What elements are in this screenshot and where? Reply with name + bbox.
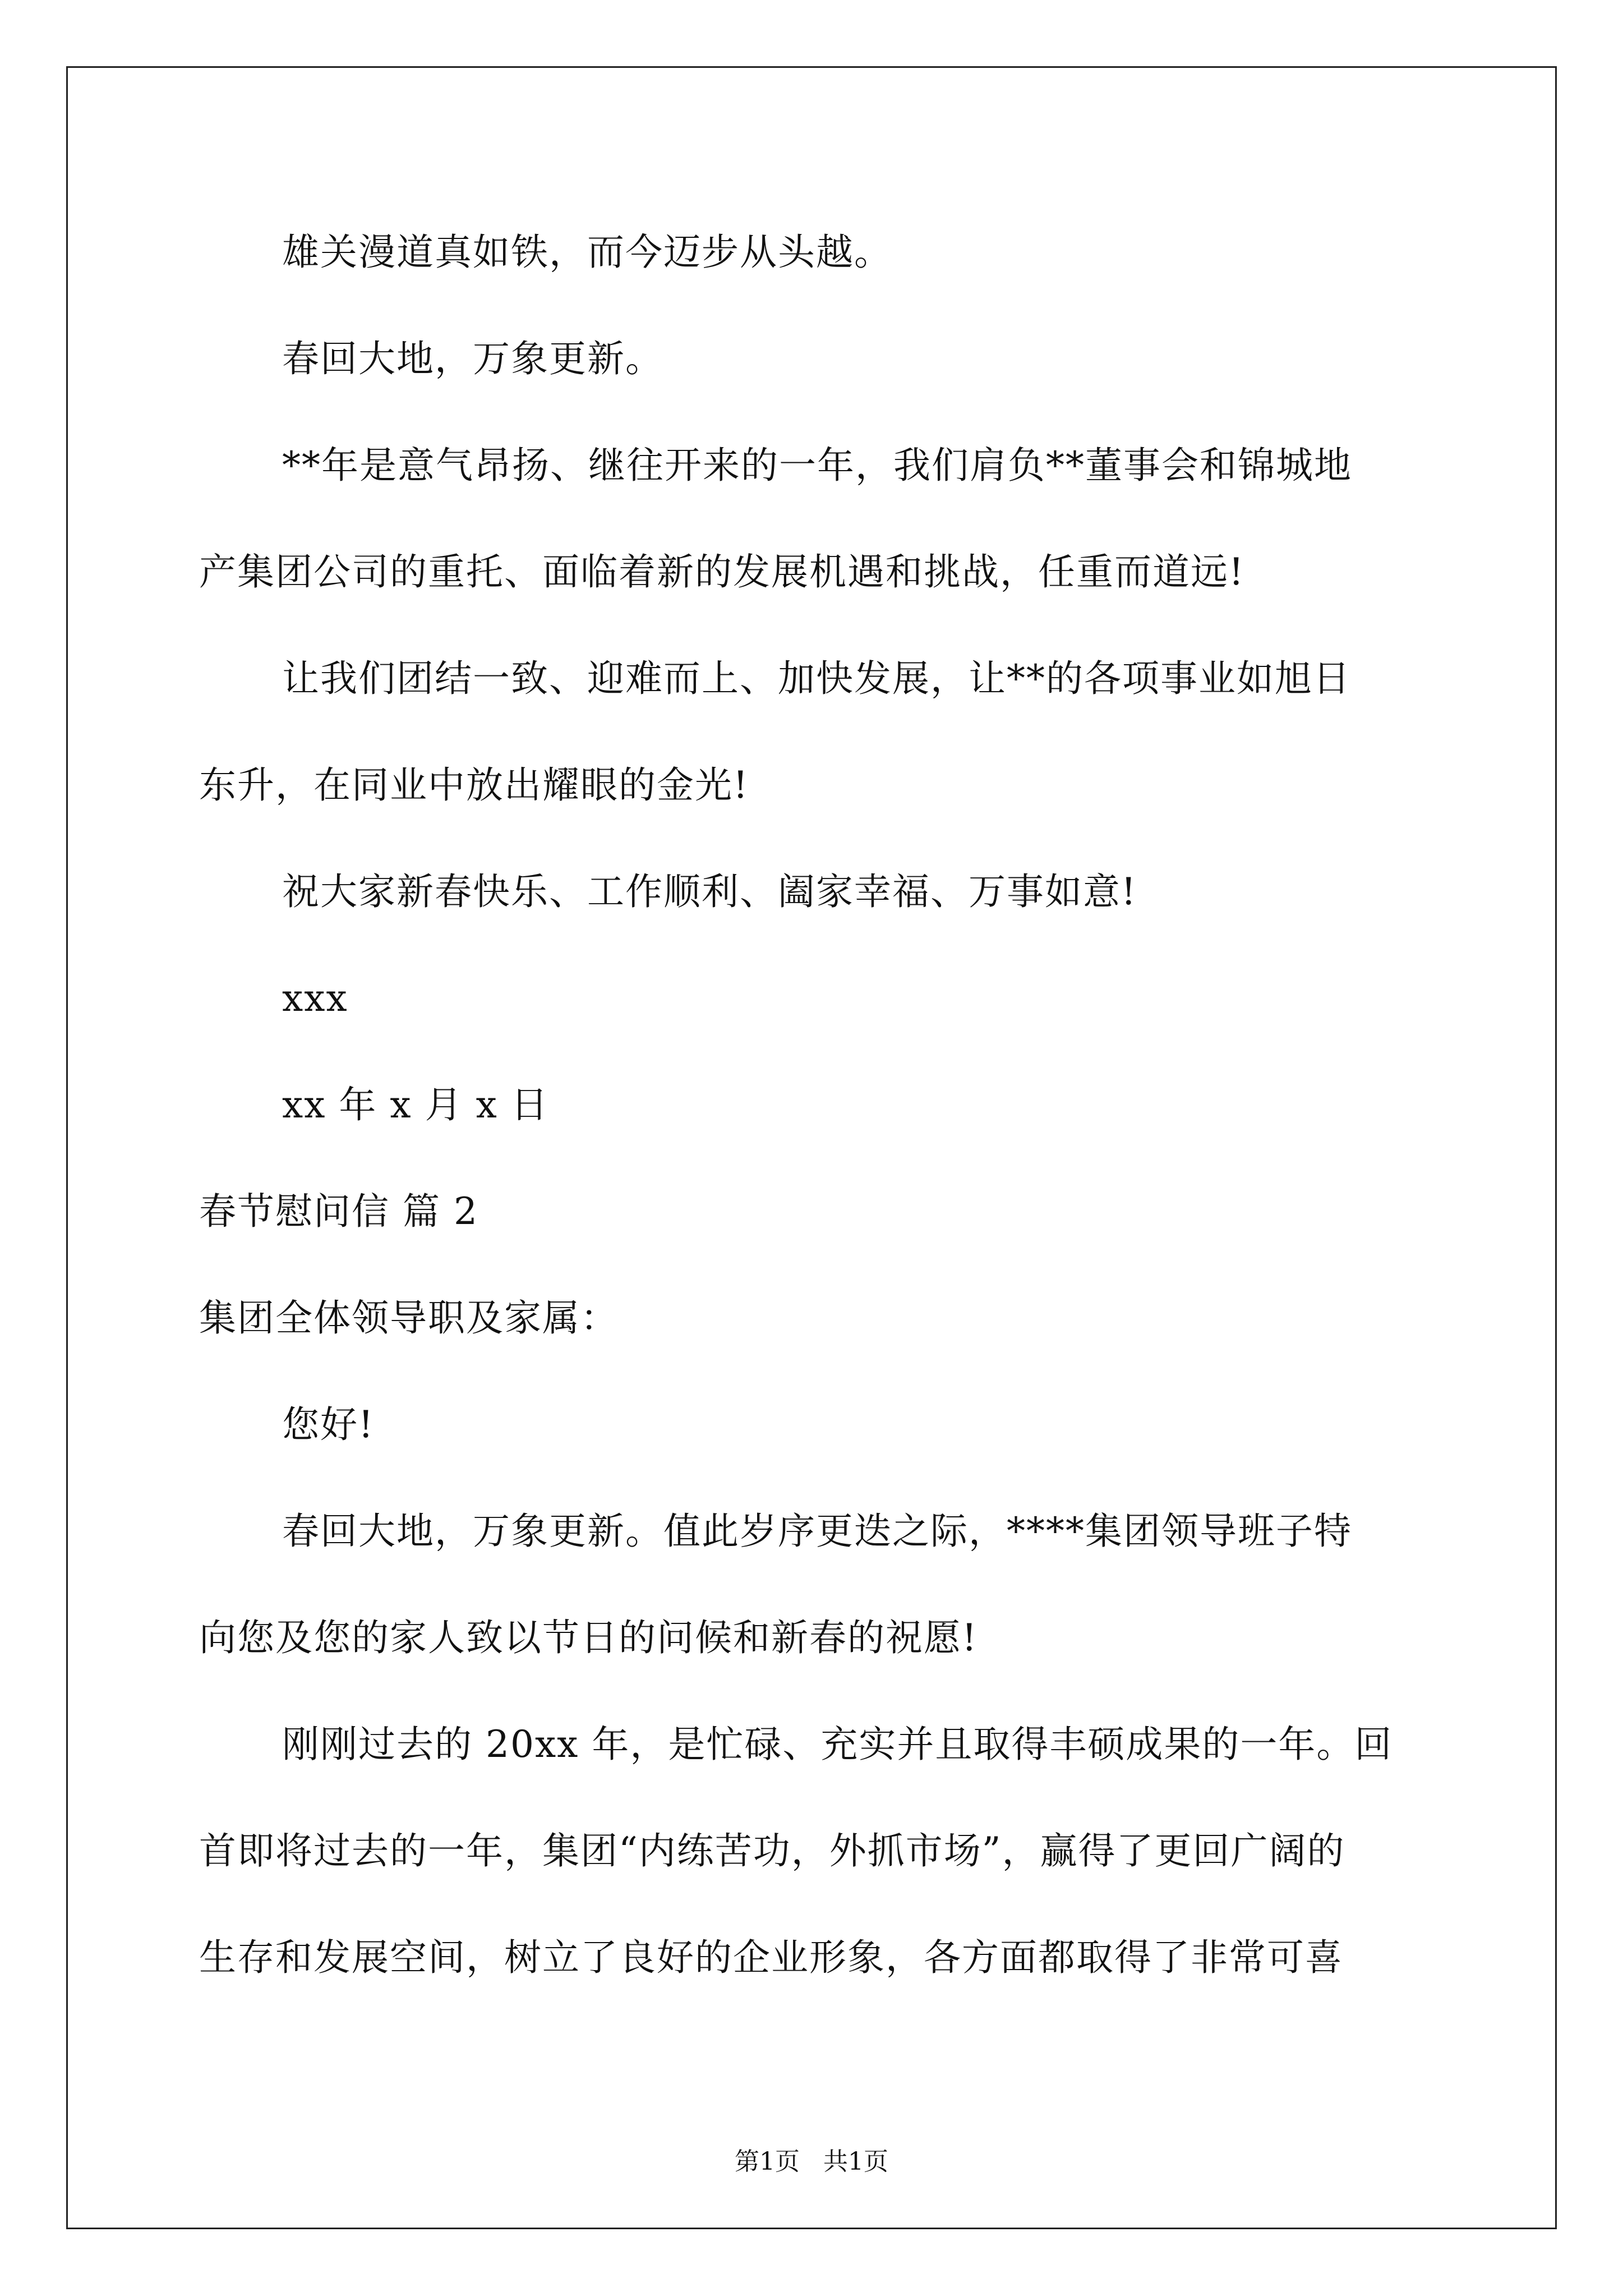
body-line: 春回大地，万象更新。: [282, 337, 663, 380]
body-line: 雄关漫道真如铁，而今迈步从头越。: [282, 231, 892, 274]
body-line: 产集团公司的重托、面临着新的发展机遇和挑战，任重而道远!: [199, 550, 1245, 593]
body-line: 让我们团结一致、迎难而上、加快发展，让**的各项事业如旭日: [282, 657, 1351, 700]
body-line: 向您及您的家人致以节日的问候和新春的祝愿!: [199, 1616, 978, 1659]
signature-line: xxx: [282, 977, 348, 1020]
body-line: 首即将过去的一年，集团“内练苦功，外抓市场”，赢得了更回广阔的: [199, 1829, 1345, 1872]
section-heading: 春节慰问信 篇 2: [199, 1190, 478, 1233]
body-line: 东升，在同业中放出耀眼的金光!: [199, 763, 749, 807]
body-line: 祝大家新春快乐、工作顺利、阖家幸福、万事如意!: [282, 870, 1137, 913]
body-line: 刚刚过去的 20xx 年，是忙碌、充实并且取得丰硕成果的一年。回: [282, 1723, 1393, 1766]
greeting: 您好!: [282, 1403, 375, 1446]
body-line: 春回大地，万象更新。值此岁序更迭之际，****集团领导班子特: [282, 1510, 1352, 1553]
page-footer: 第1页 共1页: [735, 2147, 888, 2176]
page-border: [66, 66, 1557, 2229]
salutation: 集团全体领导职及家属：: [199, 1296, 619, 1340]
date-line: xx 年 x 月 x 日: [282, 1083, 549, 1126]
body-line: 生存和发展空间，树立了良好的企业形象，各方面都取得了非常可喜: [199, 1936, 1343, 1979]
body-line: **年是意气昂扬、继往开来的一年，我们肩负**董事会和锦城地: [282, 444, 1352, 487]
